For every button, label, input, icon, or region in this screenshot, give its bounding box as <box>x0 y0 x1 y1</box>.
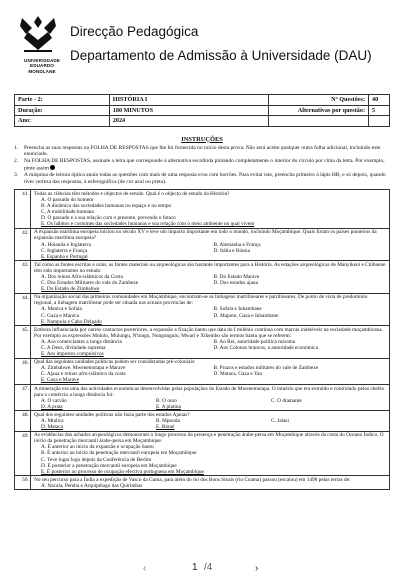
logo-text-line-1: UNIVERSIDADE <box>24 58 60 63</box>
question-text: Qual das seguintes unidades políticas podem ser consideradas pré-coloniais: <box>34 359 196 366</box>
parte-value: HISTÓRIA I <box>109 95 269 106</box>
option-b: B. O ouro <box>156 397 178 404</box>
instructions-title: INSTRUÇÕES <box>181 135 223 143</box>
duration-label: Duração: <box>15 105 110 116</box>
question-50 <box>15 475 389 489</box>
question-text: A expansão marítima europeia iniciou no século XV e teve um impacto importante em todo o mundo, incluindo Moçambique. Quais foram os países pioneiros da expansão marítima europeia? <box>34 229 377 242</box>
option-c: C. O diamante <box>271 397 302 404</box>
question-number: 45. <box>15 326 31 357</box>
question-body <box>31 326 389 357</box>
option-c: C. Dos Estados Militares do vale do Zambeze <box>41 280 139 287</box>
option-a: A. O carvão <box>41 397 67 404</box>
instruction-number: 3. <box>14 171 19 178</box>
option-b: B. Sofala e Inhambane <box>213 306 262 313</box>
option-d: D. Itália e Rússia <box>213 247 250 254</box>
option-a: A. Manica e Sofala <box>41 306 82 313</box>
question-47 <box>15 384 389 410</box>
instruction-number: 1. <box>14 144 19 151</box>
question-44 <box>15 293 389 325</box>
question-number: 46. <box>15 359 31 384</box>
option-e: E. Os hábitos e costumes das sociedades humanas e sua relação com o meio ambiente no qual vivem <box>41 221 255 228</box>
option-e: E. Báruè <box>156 424 175 431</box>
logo-emblem-icon <box>18 14 58 56</box>
question-number: 47. <box>15 385 31 410</box>
question-options <box>34 242 386 260</box>
question-options <box>34 365 386 383</box>
question-body <box>31 432 389 476</box>
question-43 <box>15 260 389 292</box>
info-row-parte <box>15 95 390 106</box>
question-text: Qual dos seguintes unidades políticas não fazia parte dos estados Ajauas? <box>34 411 190 418</box>
questions-box <box>14 189 390 490</box>
option-b: B. Ao Rei, autoridade política máxima <box>213 338 296 345</box>
question-body <box>31 294 389 325</box>
info-empty-cell <box>269 116 369 127</box>
question-text: Embora influenciada por outros contactos posteriores, a expansão e fixação bantu que data do I milénio continua com marcas indeléveis na sociedade moçambicana. Por exemplo as expressões Mululo, Mulungu, N'tungu, Nungungulu, Mwari e Xikembo são termos bantu que se referem: <box>34 326 383 339</box>
option-e: E. Espanha e Portugal <box>41 253 88 260</box>
option-d: D. Maputo, Gaza e Inhambane <box>213 312 279 319</box>
info-empty-cell <box>369 116 390 127</box>
option-b: B. Alemanha e França <box>213 241 261 248</box>
option-c: C. Ajaua e reinos afro-islâmico da costa <box>41 371 126 378</box>
question-number: 43. <box>15 261 31 292</box>
option-c: C. Gaza e Manica <box>41 312 79 319</box>
question-body <box>31 411 389 430</box>
alternatives-label: Alternativas por questão: <box>269 105 369 116</box>
option-e: E. Aos impostos compulsivos <box>41 351 104 358</box>
option-e: E. Do Estado de Zimbabwe <box>41 286 100 293</box>
logo-text-line-2: EDUARDO <box>30 63 54 69</box>
option-a: A. O passado do homem <box>41 196 94 203</box>
question-options <box>34 274 386 292</box>
instruction-text: Na FOLHA DE RESPOSTAS, assinale a letra que corresponde à alternativa escolhida pintando completamente o interior do círculo por cima da letra. Por exemplo, pinte assim <box>24 157 385 172</box>
option-d: D. Mataca, Gaza e Yao <box>213 371 263 378</box>
option-e: E. Nampula e Cabo Delgado <box>41 318 102 325</box>
question-number: 42. <box>15 229 31 260</box>
instruction-item <box>14 145 390 158</box>
header-line-2: Departamento de Admissão à Universidade (DAU) <box>70 48 372 63</box>
option-d: D. A prata <box>41 403 63 410</box>
option-a: A. Holanda e Inglaterra <box>41 241 92 248</box>
option-d: D. Aos Colonos brancos, a autoridade económica <box>213 345 318 351</box>
instruction-item <box>14 158 390 172</box>
question-body <box>31 261 389 292</box>
instructions-list <box>14 145 390 186</box>
question-options <box>34 306 386 324</box>
filled-circle-icon <box>50 165 55 170</box>
parte-label: Parte - 2: <box>15 95 110 106</box>
option-c: C. Inglaterra e França <box>41 247 88 254</box>
question-number: 50. <box>15 476 31 489</box>
question-48 <box>15 410 389 430</box>
question-text: Na organização social das primeiras comunidades em Moçambique, encontram-se as linhagens matrilineares e patrilineares. De ponto de vista de predomínio regional, a linhagem matrilinear pode ser situada nas actuais províncias de: <box>34 294 368 307</box>
option-b: B. A dinâmica das sociedades humanas no espaço e no tempo <box>41 203 172 209</box>
page-navigator <box>0 561 404 578</box>
question-46 <box>15 358 389 384</box>
total-pages: /4 <box>204 562 213 573</box>
info-row-duracao <box>15 105 390 116</box>
logo-text-line-3: MONDLANE <box>28 68 56 74</box>
question-number: 44. <box>15 294 31 325</box>
year-label: Ano: <box>15 116 110 127</box>
question-body <box>31 385 389 410</box>
previous-page-button[interactable]: ‹ <box>143 563 147 574</box>
university-logo <box>18 14 58 88</box>
option-c: C. A mobilidade humana <box>41 209 94 216</box>
question-text: A mineração era uma das actividades económicas desenvolvidas pelas populações do Estado de Mwenemutapa. O minério que era extraído e controlado pelos chefes para o comércio a longa distância foi: <box>34 385 384 398</box>
option-a: A. Dos reinos Afro-islâmicos da Costa <box>41 274 123 280</box>
option-d: D. É posterior a penetração mercantil europeia em Moçambique <box>41 462 177 469</box>
question-text: Tal como as fontes escritas e orais, as fontes materiais ou arqueológicas são bastante importantes para a História. As estações arqueológicas de Manyikeni e Chibuene têm sido importantes no estudo: <box>34 261 386 274</box>
option-c: C. Teve lugar logo depois da Conferência de Berlim <box>41 456 152 463</box>
duration-value: 180 MINUTOS <box>109 105 269 116</box>
option-d: D. O passado e a sua relação com o presente, prevendo o futuro <box>41 215 176 222</box>
option-e: E. A platina <box>156 403 181 410</box>
question-options <box>34 418 386 430</box>
questions-count-label: Nº Questões: <box>269 95 369 106</box>
current-page-number[interactable]: 1 <box>192 562 198 573</box>
instruction-number: 2. <box>14 157 19 164</box>
year-value: 2024 <box>109 116 269 127</box>
question-text: As evidências dos achados arqueológicos demonstram o longo processo da presença e penetração árabe-persa em Moçambique através da costa do Oceano Índico. O início da penetração mercantil árabe-persa em Moçambique: <box>34 432 384 445</box>
question-41 <box>15 190 389 228</box>
question-42 <box>15 228 389 260</box>
option-d: D. Dos estados ajaua <box>213 280 258 287</box>
header-line-1: Direcção Pedagógica <box>70 24 199 39</box>
question-number: 48. <box>15 411 31 430</box>
option-b: B. É anterior ao início da penetração mercantil europeia em Moçambique <box>41 450 197 457</box>
option-c: C. A Deus, divindade suprema <box>41 345 106 351</box>
instruction-item <box>14 172 390 185</box>
info-row-ano <box>15 116 390 127</box>
question-number: 49. <box>15 432 31 476</box>
option-a: A. Mtalica <box>41 417 64 424</box>
instruction-text: Preencha as suas respostas na FOLHA DE RESPOSTAS que lhe foi fornecida no início desta prova. Não será aceite qualquer outra folha adicional, incluindo este enunciado. <box>24 144 381 158</box>
option-b: B. Mponda <box>156 417 180 424</box>
option-d: D. Mataca <box>41 424 64 431</box>
question-options <box>34 339 386 357</box>
question-body <box>31 359 389 384</box>
option-c: C. Jalasi <box>271 417 289 424</box>
question-options <box>34 197 386 227</box>
logo-text <box>14 58 70 74</box>
option-a: A. Aos comerciantes a longa distância <box>41 338 122 345</box>
question-options <box>34 444 386 474</box>
instruction-text: A máquina de leitura óptica anula todas as questões com mais de uma resposta e/ou com borrões. Para evitar isto, preencha primeiro à lápis HB, e só depois, quando tiver certeza das respostas, à esferográfica (de cor azul ou preta). <box>24 171 386 185</box>
question-body <box>31 476 389 489</box>
option-e: E. Gaza e Marave <box>41 377 79 384</box>
option-b: B. Prazos e estados militares do vale de Zambeze <box>213 365 319 372</box>
exam-info-table <box>14 94 390 127</box>
option-e: E. É posterior ao processo de ocupação efectiva portuguesa em Moçambique <box>41 468 204 475</box>
option-b: B. Do Estado Marave <box>213 274 260 280</box>
question-49 <box>15 431 389 476</box>
question-number: 41. <box>15 190 31 228</box>
option-a: A. Nacala, Pemba e Arquipélago das Quirimbas <box>41 482 143 489</box>
question-body <box>31 229 389 260</box>
question-body <box>31 190 389 228</box>
questions-count-value: 40 <box>369 95 390 106</box>
question-text: No seu percurso para a Índia a expedição de Vasco da Gama, para além do rio dos Bons Sinais (rio Cuama) passou (escalou) em 1498 pelas terras de: <box>34 476 351 483</box>
next-page-button[interactable]: › <box>255 563 259 574</box>
option-a: A. Zimbabwe, Mwenemutapa e Marave <box>41 365 126 372</box>
question-options <box>34 398 386 410</box>
question-text: Todas as ciências têm métodos e objectos de estudo. Qual é o objecto de estudo da História? <box>34 190 230 197</box>
alternatives-value: 5 <box>369 105 390 116</box>
question-45 <box>15 325 389 357</box>
question-options <box>34 483 386 489</box>
document-header <box>14 10 390 92</box>
option-a: A. É anterior ao início da expansão e ocupação bantu <box>41 444 154 451</box>
